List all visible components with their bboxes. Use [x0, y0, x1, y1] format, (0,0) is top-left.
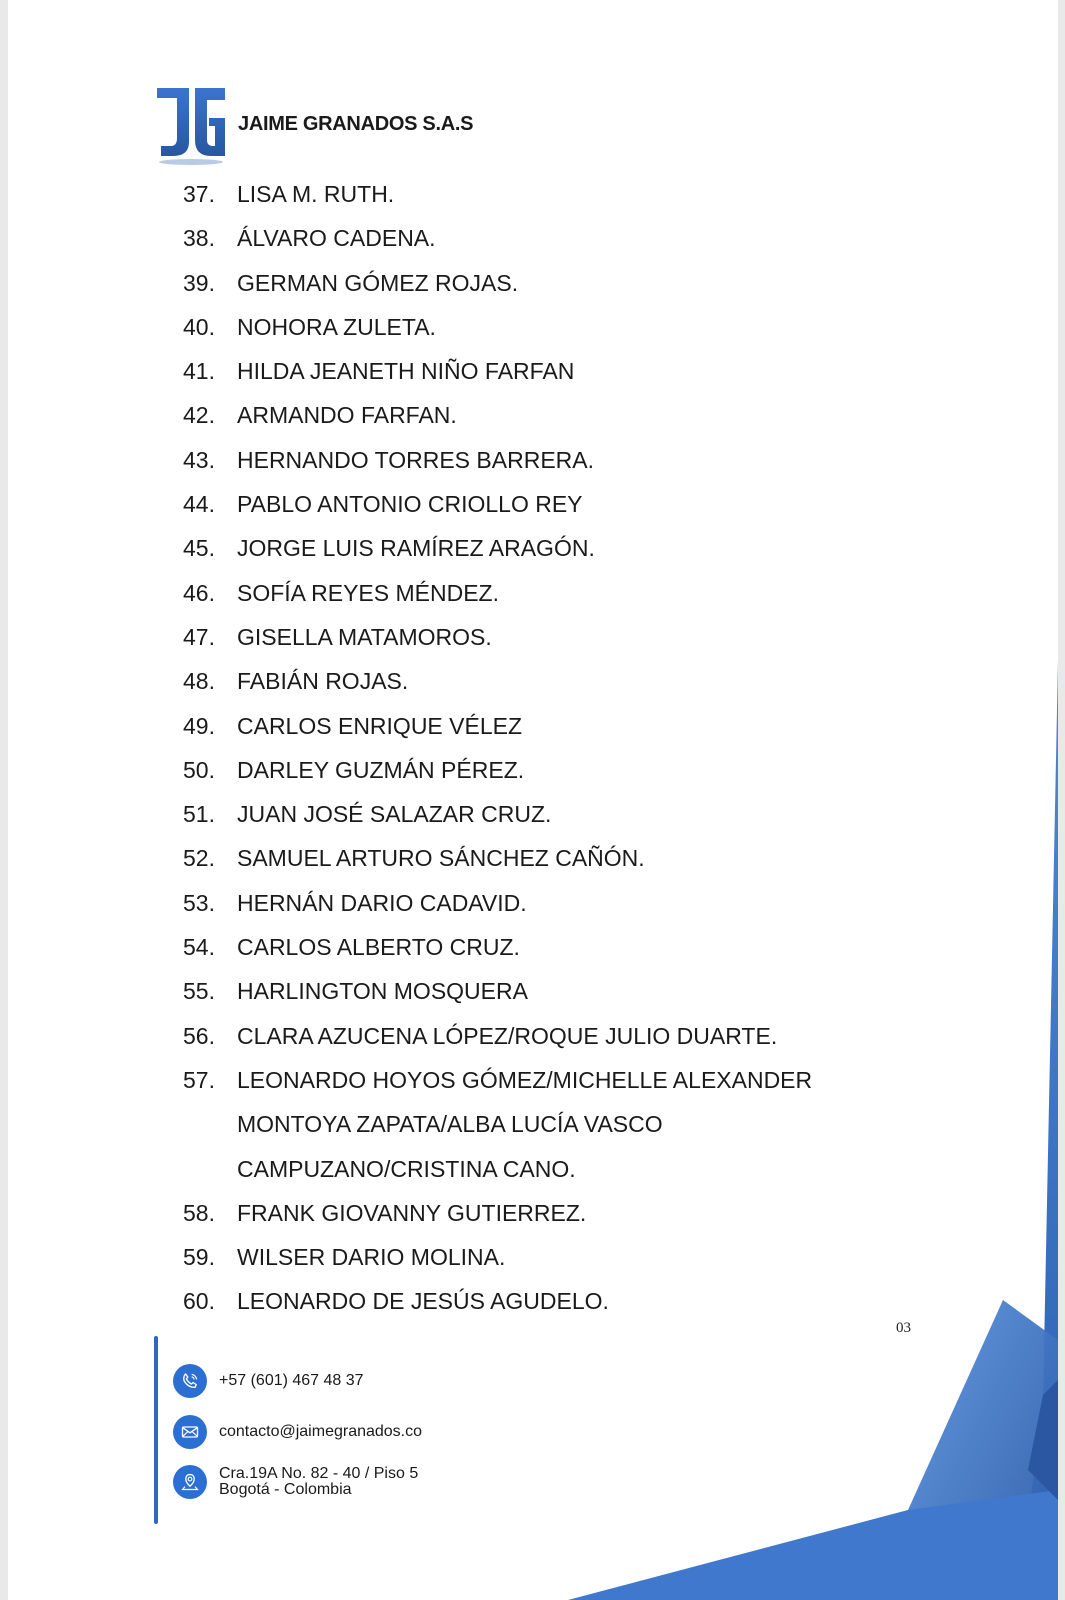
list-item-name: SAMUEL ARTURO SÁNCHEZ CAÑÓN.	[237, 845, 645, 872]
list-item-name: CLARA AZUCENA LÓPEZ/ROQUE JULIO DUARTE.	[237, 1022, 778, 1049]
list-item	[183, 305, 843, 349]
phone-icon	[173, 1364, 207, 1398]
list-item-name: NOHORA ZULETA.	[237, 313, 436, 340]
address-text	[219, 1466, 418, 1498]
list-item	[183, 969, 843, 1013]
list-item	[183, 925, 843, 969]
list-item	[183, 1235, 843, 1279]
list-item-number: 57.	[183, 1066, 215, 1093]
list-item-name: GERMAN GÓMEZ ROJAS.	[237, 269, 519, 296]
list-item	[183, 172, 843, 216]
list-item-name: SOFÍA REYES MÉNDEZ.	[237, 579, 499, 606]
list-item-name: CARLOS ENRIQUE VÉLEZ	[237, 712, 523, 739]
list-item	[183, 704, 843, 748]
address-line-1: Cra.19A No. 82 - 40 / Piso 5	[219, 1465, 419, 1482]
list-item	[183, 526, 843, 570]
list-item-name: CARLOS ALBERTO CRUZ.	[237, 934, 520, 961]
list-item-number: 48.	[183, 668, 215, 695]
list-item	[183, 1191, 843, 1235]
list-item-name: JUAN JOSÉ SALAZAR CRUZ.	[237, 801, 552, 828]
list-item-name: LISA M. RUTH.	[237, 181, 395, 207]
list-item-number	[183, 1147, 237, 1191]
list-item-name: WILSER DARIO MOLINA.	[237, 1244, 506, 1271]
location-icon	[173, 1465, 207, 1499]
list-item	[183, 438, 843, 482]
list-item-number: 42.	[183, 402, 215, 429]
list-item	[183, 1014, 843, 1058]
company-name: JAIME GRANADOS S.A.S	[238, 113, 474, 135]
list-item-name: PABLO ANTONIO CRIOLLO REY	[237, 491, 583, 518]
list-item	[183, 482, 843, 526]
list-item-name: LEONARDO HOYOS GÓMEZ/MICHELLE ALEXANDER	[237, 1066, 813, 1093]
page-number: 03	[896, 1320, 911, 1336]
list-item	[183, 792, 843, 836]
list-item-number: 58.	[183, 1199, 215, 1226]
list-item-number: 53.	[183, 889, 215, 916]
footer-accent-bar	[154, 1336, 158, 1524]
list-item-number: 41.	[183, 358, 215, 385]
contact-phone	[173, 1364, 364, 1398]
list-item	[183, 393, 843, 437]
list-item-name: ARMANDO FARFAN.	[237, 402, 457, 429]
list-item-number: 51.	[183, 801, 215, 828]
list-item	[183, 748, 843, 792]
list-item-number: 39.	[183, 269, 215, 296]
list-item-number: 38.	[183, 225, 215, 252]
list-item-name: LEONARDO DE JESÚS AGUDELO.	[237, 1288, 609, 1315]
contact-email	[173, 1415, 422, 1449]
list-item-number: 52.	[183, 845, 215, 872]
list-item-number: 37.	[183, 181, 215, 207]
list-item-name: HERNÁN DARIO CADAVID.	[237, 889, 527, 916]
list-item-number: 49.	[183, 712, 215, 739]
list-item-number: 50.	[183, 756, 215, 783]
list-item	[183, 1279, 843, 1323]
list-item-name: DARLEY GUZMÁN PÉREZ.	[237, 756, 525, 783]
list-item-name: MONTOYA ZAPATA/ALBA LUCÍA VASCO	[237, 1111, 663, 1138]
phone-text[interactable]: +57 (601) 467 48 37	[219, 1372, 364, 1389]
list-item	[183, 881, 843, 925]
list-item-name: CAMPUZANO/CRISTINA CANO.	[237, 1155, 576, 1182]
list-item-number: 43.	[183, 446, 215, 473]
list-item-number: 40.	[183, 313, 215, 340]
list-item-number: 45.	[183, 535, 215, 562]
list-item	[183, 615, 843, 659]
document-page	[8, 0, 1058, 1600]
list-item-number: 54.	[183, 934, 215, 961]
list-item-name: JORGE LUIS RAMÍREZ ARAGÓN.	[237, 535, 595, 562]
list-item-number: 44.	[183, 491, 215, 518]
list-item	[183, 571, 843, 615]
list-item	[183, 1102, 843, 1146]
list-item-name: FABIÁN ROJAS.	[237, 668, 409, 695]
list-item-name: HILDA JEANETH NIÑO FARFAN	[237, 358, 575, 385]
list-item-name: HERNANDO TORRES BARRERA.	[237, 446, 594, 473]
list-item	[183, 836, 843, 880]
list-item-number: 55.	[183, 978, 215, 1005]
name-list	[183, 172, 843, 1324]
list-item	[183, 1147, 843, 1191]
list-item-number: 59.	[183, 1244, 215, 1271]
list-item-number: 60.	[183, 1288, 215, 1315]
mail-icon	[173, 1415, 207, 1449]
list-item-number: 47.	[183, 623, 215, 650]
email-link[interactable]: contacto@jaimegranados.co	[219, 1423, 423, 1440]
logo-jg-icon	[153, 80, 233, 170]
list-item	[183, 349, 843, 393]
address-line-2: Bogotá - Colombia	[219, 1481, 352, 1498]
list-item-number: 56.	[183, 1022, 215, 1049]
list-item	[183, 216, 843, 260]
list-item	[183, 659, 843, 703]
contact-address	[173, 1465, 418, 1499]
list-item-name: ÁLVARO CADENA.	[237, 225, 436, 252]
list-item	[183, 261, 843, 305]
list-item-name: FRANK GIOVANNY GUTIERREZ.	[237, 1199, 587, 1226]
list-item-number	[183, 1102, 237, 1146]
list-item	[183, 1058, 843, 1102]
list-item-number: 46.	[183, 579, 215, 606]
list-item-name: GISELLA MATAMOROS.	[237, 623, 492, 650]
list-item-name: HARLINGTON MOSQUERA	[237, 978, 528, 1005]
